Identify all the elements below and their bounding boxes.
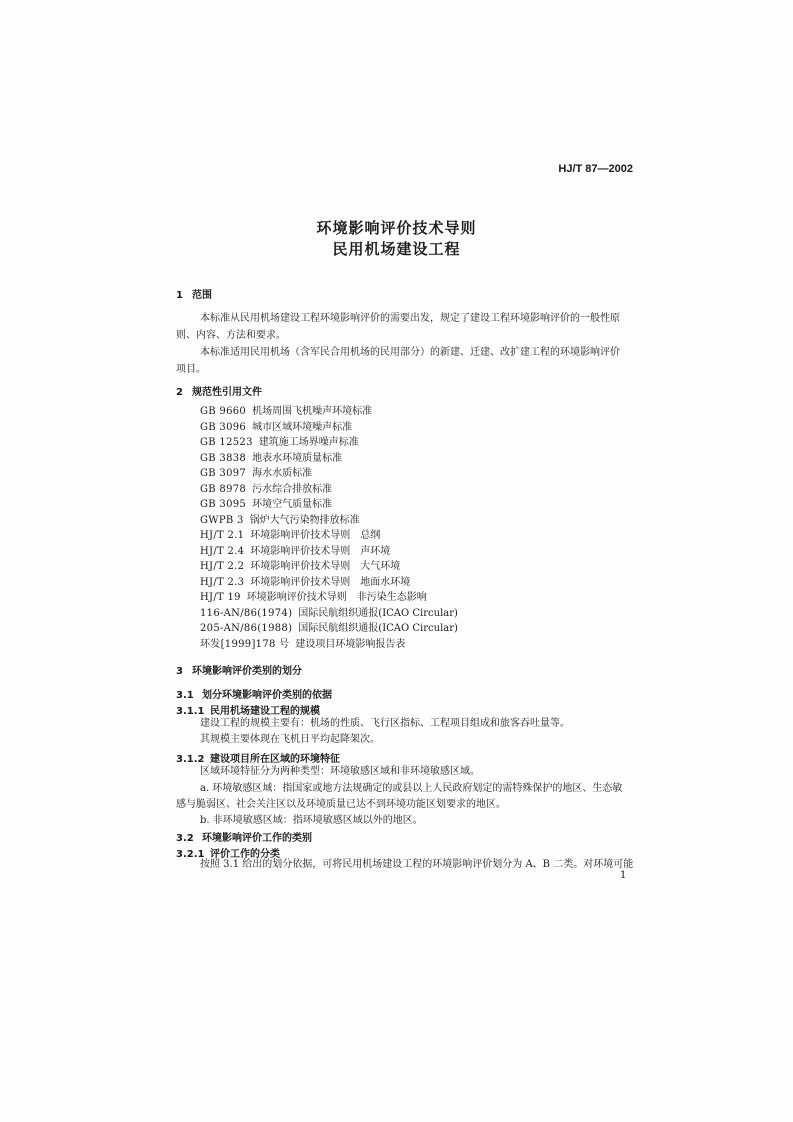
section-number: 2 bbox=[176, 387, 183, 398]
reference-code: GB 8978 bbox=[200, 483, 247, 495]
reference-item bbox=[200, 513, 458, 529]
reference-title: 环境影响评价技术导则 地面水环境 bbox=[250, 576, 411, 588]
section-title: 划分环境影响评价类别的依据 bbox=[202, 690, 332, 701]
section-title: 范围 bbox=[192, 290, 212, 301]
reference-code: GB 9660 bbox=[200, 406, 247, 417]
paragraph-line: 区域环境特征分为两种类型：环境敏感区域和非环境敏感区域。 bbox=[200, 766, 480, 777]
reference-code: GB 12523 bbox=[200, 437, 253, 448]
reference-code: GB 3095 bbox=[200, 499, 247, 510]
reference-code: GB 3097 bbox=[200, 468, 247, 479]
section-1-heading bbox=[176, 286, 212, 301]
page-number: 1 bbox=[620, 870, 627, 881]
reference-title: 城市区域环境噪声标准 bbox=[252, 421, 353, 433]
section-3-heading bbox=[176, 662, 302, 677]
reference-title: 环境影响评价技术导则 声环境 bbox=[250, 545, 391, 557]
reference-code: 205-AN/86(1988) bbox=[200, 623, 293, 634]
reference-item bbox=[200, 435, 458, 451]
reference-item bbox=[200, 420, 458, 436]
section-number: 3.1 bbox=[176, 690, 194, 701]
section-number: 3.2.1 bbox=[176, 849, 205, 860]
paragraph-line: 则、内容、方法和要求。 bbox=[176, 330, 286, 341]
section-title: 建设项目所在区域的环境特征 bbox=[210, 754, 340, 765]
reference-item bbox=[200, 466, 458, 482]
standard-number: HJ/T 87—2002 bbox=[558, 163, 633, 175]
reference-item bbox=[200, 544, 458, 560]
section-title: 环境影响评价工作的类别 bbox=[202, 833, 312, 844]
reference-code: GB 3838 bbox=[200, 452, 247, 464]
reference-item bbox=[200, 497, 458, 513]
document-title-line1: 环境影响评价技术导则 bbox=[316, 219, 477, 237]
reference-title: 建筑施工场界噪声标准 bbox=[258, 437, 359, 448]
paragraph-line: a. 环境敏感区域：指国家或地方法规确定的或县以上人民政府划定的需特殊保护的地区、生态敏 bbox=[200, 783, 623, 794]
reference-code: HJ/T 2.1 bbox=[200, 530, 245, 541]
section-number: 3.1.1 bbox=[176, 706, 205, 717]
reference-title: 地表水环境质量标准 bbox=[252, 452, 343, 464]
paragraph-line: 本标准适用民用机场（含军民合用机场的民用部分）的新建、迁建、改扩建工程的环境影响评价 bbox=[200, 347, 620, 358]
reference-list bbox=[200, 404, 458, 652]
reference-title: 海水水质标准 bbox=[252, 468, 313, 479]
reference-item bbox=[200, 575, 458, 591]
reference-title: 锅炉大气污染物排放标准 bbox=[249, 514, 360, 526]
paragraph-line: 按照 3.1 给出的划分依据，可将民用机场建设工程的环境影响评价划分为 A、B 二类。对环境可能 bbox=[200, 859, 634, 870]
paragraph-line: 感与脆弱区、社会关注区以及环境质量已达不到环境功能区划要求的地区。 bbox=[176, 799, 506, 810]
reference-code: HJ/T 2.2 bbox=[200, 561, 245, 572]
reference-code: HJ/T 2.4 bbox=[200, 545, 245, 557]
paragraph-line: 建设工程的规模主要有：机场的性质、飞行区指标、工程项目组成和旅客吞吐量等。 bbox=[200, 718, 570, 729]
section-number: 3.1.2 bbox=[176, 754, 205, 765]
reference-code: 116-AN/86(1974) bbox=[200, 607, 293, 619]
reference-code: HJ/T 19 bbox=[200, 592, 241, 603]
reference-title: 污水综合排放标准 bbox=[252, 483, 333, 495]
reference-title: 国际民航组织通报(ICAO Circular) bbox=[298, 623, 458, 634]
reference-item bbox=[200, 404, 458, 420]
reference-item bbox=[200, 621, 458, 637]
reference-item bbox=[200, 637, 458, 653]
section-title: 环境影响评价类别的划分 bbox=[192, 666, 302, 677]
reference-item bbox=[200, 606, 458, 622]
reference-code: GWPB 3 bbox=[200, 514, 244, 526]
reference-code: GB 3096 bbox=[200, 421, 247, 433]
paragraph-line: 本标准从民用机场建设工程环境影响评价的需要出发，规定了建设工程环境影响评价的一般性原 bbox=[200, 313, 620, 324]
reference-title: 国际民航组织通报(ICAO Circular) bbox=[298, 607, 458, 619]
reference-item bbox=[200, 559, 458, 575]
section-title: 民用机场建设工程的规模 bbox=[210, 706, 320, 717]
reference-title: 建设项目环境影响报告表 bbox=[295, 638, 406, 650]
reference-title: 环境影响评价技术导则 总纲 bbox=[250, 530, 381, 541]
reference-code: HJ/T 2.3 bbox=[200, 576, 245, 588]
paragraph-line: b. 非环境敏感区域：指环境敏感区域以外的地区。 bbox=[200, 815, 423, 826]
reference-item bbox=[200, 482, 458, 498]
reference-title: 环境空气质量标准 bbox=[252, 499, 333, 510]
section-title: 规范性引用文件 bbox=[192, 387, 262, 398]
section-2-heading bbox=[176, 383, 262, 398]
subsection-3-2-heading bbox=[176, 829, 312, 844]
section-title: 评价工作的分类 bbox=[210, 849, 280, 860]
reference-title: 环境影响评价技术导则 大气环境 bbox=[250, 561, 401, 572]
reference-item bbox=[200, 590, 458, 606]
reference-item bbox=[200, 528, 458, 544]
reference-title: 环境影响评价技术导则 非污染生态影响 bbox=[246, 592, 427, 603]
paragraph-line: 项目。 bbox=[176, 364, 206, 375]
reference-code: 环发[1999]178 号 bbox=[200, 638, 290, 650]
reference-title: 机场周围飞机噪声环境标准 bbox=[252, 406, 373, 417]
reference-item bbox=[200, 451, 458, 467]
document-title-line2: 民用机场建设工程 bbox=[332, 240, 461, 258]
section-number: 3 bbox=[176, 666, 183, 677]
subsection-3-1-heading bbox=[176, 686, 332, 701]
section-number: 3.2 bbox=[176, 833, 194, 844]
section-number: 1 bbox=[176, 290, 183, 301]
paragraph-line: 其规模主要体现在飞机日平均起降架次。 bbox=[200, 734, 380, 745]
